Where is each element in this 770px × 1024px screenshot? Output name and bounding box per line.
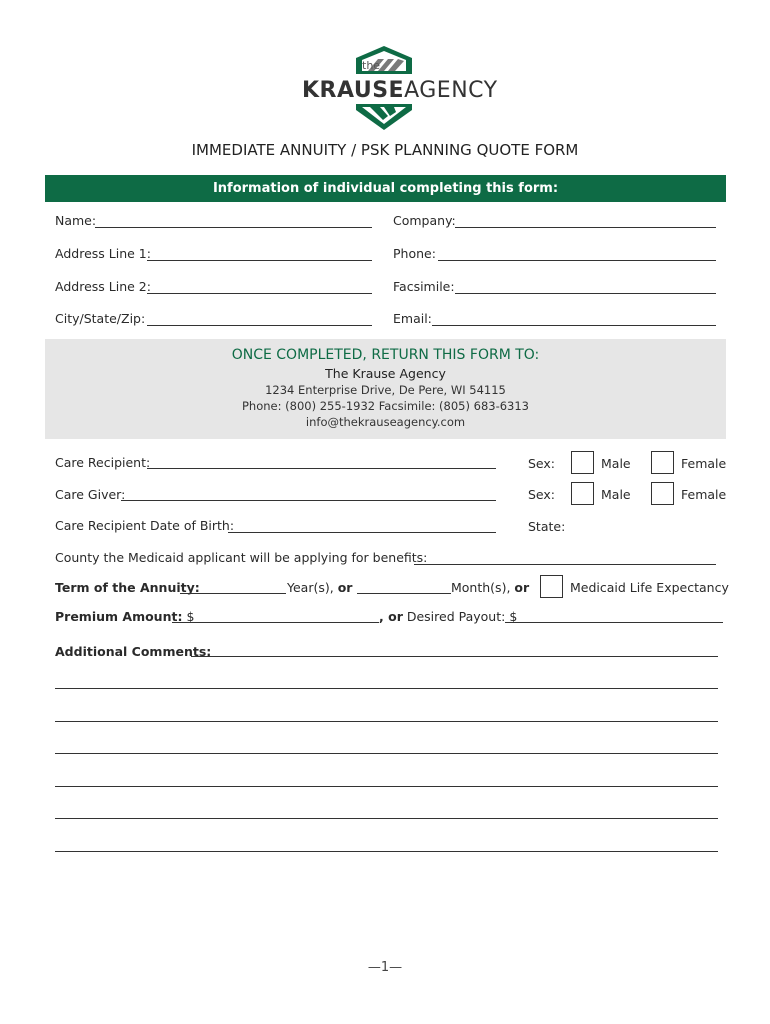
section-header (45, 175, 726, 202)
payout-or: , or (379, 609, 403, 624)
state-label: State: (528, 519, 566, 534)
term-or-2: or (514, 580, 530, 595)
company-field[interactable] (455, 227, 716, 228)
address-2-label: Address Line 2: (55, 279, 151, 294)
payout-dollar: $ (509, 609, 518, 624)
recipient-female-checkbox[interactable] (651, 451, 674, 474)
term-months-label (451, 580, 529, 595)
return-heading: ONCE COMPLETED, RETURN THIS FORM TO: (231, 347, 540, 363)
return-address: 1234 Enterprise Drive, De Pere, WI 54115 (265, 383, 506, 397)
name-field[interactable] (95, 227, 372, 228)
return-email: info@thekrauseagency.com (305, 415, 466, 429)
desired-payout-field[interactable] (505, 622, 723, 623)
term-years-label (287, 580, 352, 595)
form-title: IMMEDIATE ANNUITY / PSK PLANNING QUOTE FORM (191, 141, 579, 159)
facsimile-label: Facsimile: (393, 279, 455, 294)
recipient-sex-label: Sex: (528, 456, 556, 471)
agency-logo (300, 44, 498, 132)
name-label: Name: (55, 213, 97, 228)
county-label: County the Medicaid applicant will be applying for benefits: (55, 550, 428, 565)
care-giver-field[interactable] (121, 500, 496, 501)
city-state-zip-field[interactable] (147, 325, 372, 326)
giver-sex-label: Sex: (528, 487, 556, 502)
payout-label-text: Desired Payout: (406, 609, 506, 624)
company-label: Company: (393, 213, 456, 228)
comments-line-5[interactable] (55, 786, 718, 787)
comments-line-6[interactable] (55, 818, 718, 819)
care-recipient-field[interactable] (147, 468, 496, 469)
care-recipient-label: Care Recipient: (55, 455, 151, 470)
comments-line-3[interactable] (55, 721, 718, 722)
term-months-field[interactable] (357, 593, 451, 594)
comments-line-7[interactable] (55, 851, 718, 852)
giver-female-checkbox[interactable] (651, 482, 674, 505)
recipient-male-label: Male (601, 456, 631, 471)
medicaid-life-expectancy-checkbox[interactable] (540, 575, 563, 598)
recipient-male-checkbox[interactable] (571, 451, 594, 474)
section-header-text: Information of individual completing this form: (212, 181, 559, 196)
term-label: Term of the Annuity: (55, 580, 200, 595)
dob-field[interactable] (228, 532, 496, 533)
logo-krause: KRAUSE (302, 78, 405, 103)
premium-label-text: Premium Amount: (55, 609, 183, 624)
premium-dollar: $ (186, 609, 195, 624)
term-years-text: Year(s), (287, 580, 338, 595)
giver-female-label: Female (681, 487, 727, 502)
phone-field[interactable] (438, 260, 716, 261)
giver-male-label: Male (601, 487, 631, 502)
county-field[interactable] (414, 564, 716, 565)
return-phone-fax: Phone: (800) 255-1932 Facsimile: (805) 683-6313 (241, 399, 529, 413)
city-state-zip-label: City/State/Zip: (55, 311, 146, 326)
phone-label: Phone: (393, 246, 436, 261)
medicaid-life-expectancy-label: Medicaid Life Expectancy (570, 580, 729, 595)
payout-label (379, 609, 517, 624)
return-info-box (45, 339, 726, 439)
address-1-label: Address Line 1: (55, 246, 151, 261)
page-number: —1— (367, 960, 403, 975)
logo-the: the (362, 59, 381, 72)
giver-male-checkbox[interactable] (571, 482, 594, 505)
comments-line-1[interactable] (191, 656, 718, 657)
email-field[interactable] (432, 325, 716, 326)
address-2-field[interactable] (147, 293, 372, 294)
term-years-field[interactable] (180, 593, 286, 594)
logo-agency: AGENCY (404, 78, 498, 103)
term-months-text: Month(s), (451, 580, 515, 595)
email-label: Email: (393, 311, 432, 326)
premium-amount-field[interactable] (172, 622, 379, 623)
comments-line-4[interactable] (55, 753, 718, 754)
care-giver-label: Care Giver: (55, 487, 126, 502)
term-or-1: or (337, 580, 353, 595)
comments-label: Additional Comments: (55, 644, 212, 659)
facsimile-field[interactable] (455, 293, 716, 294)
comments-line-2[interactable] (55, 688, 718, 689)
dob-label: Care Recipient Date of Birth: (55, 518, 235, 533)
return-agency-name: The Krause Agency (325, 366, 446, 381)
recipient-female-label: Female (681, 456, 727, 471)
address-1-field[interactable] (147, 260, 372, 261)
